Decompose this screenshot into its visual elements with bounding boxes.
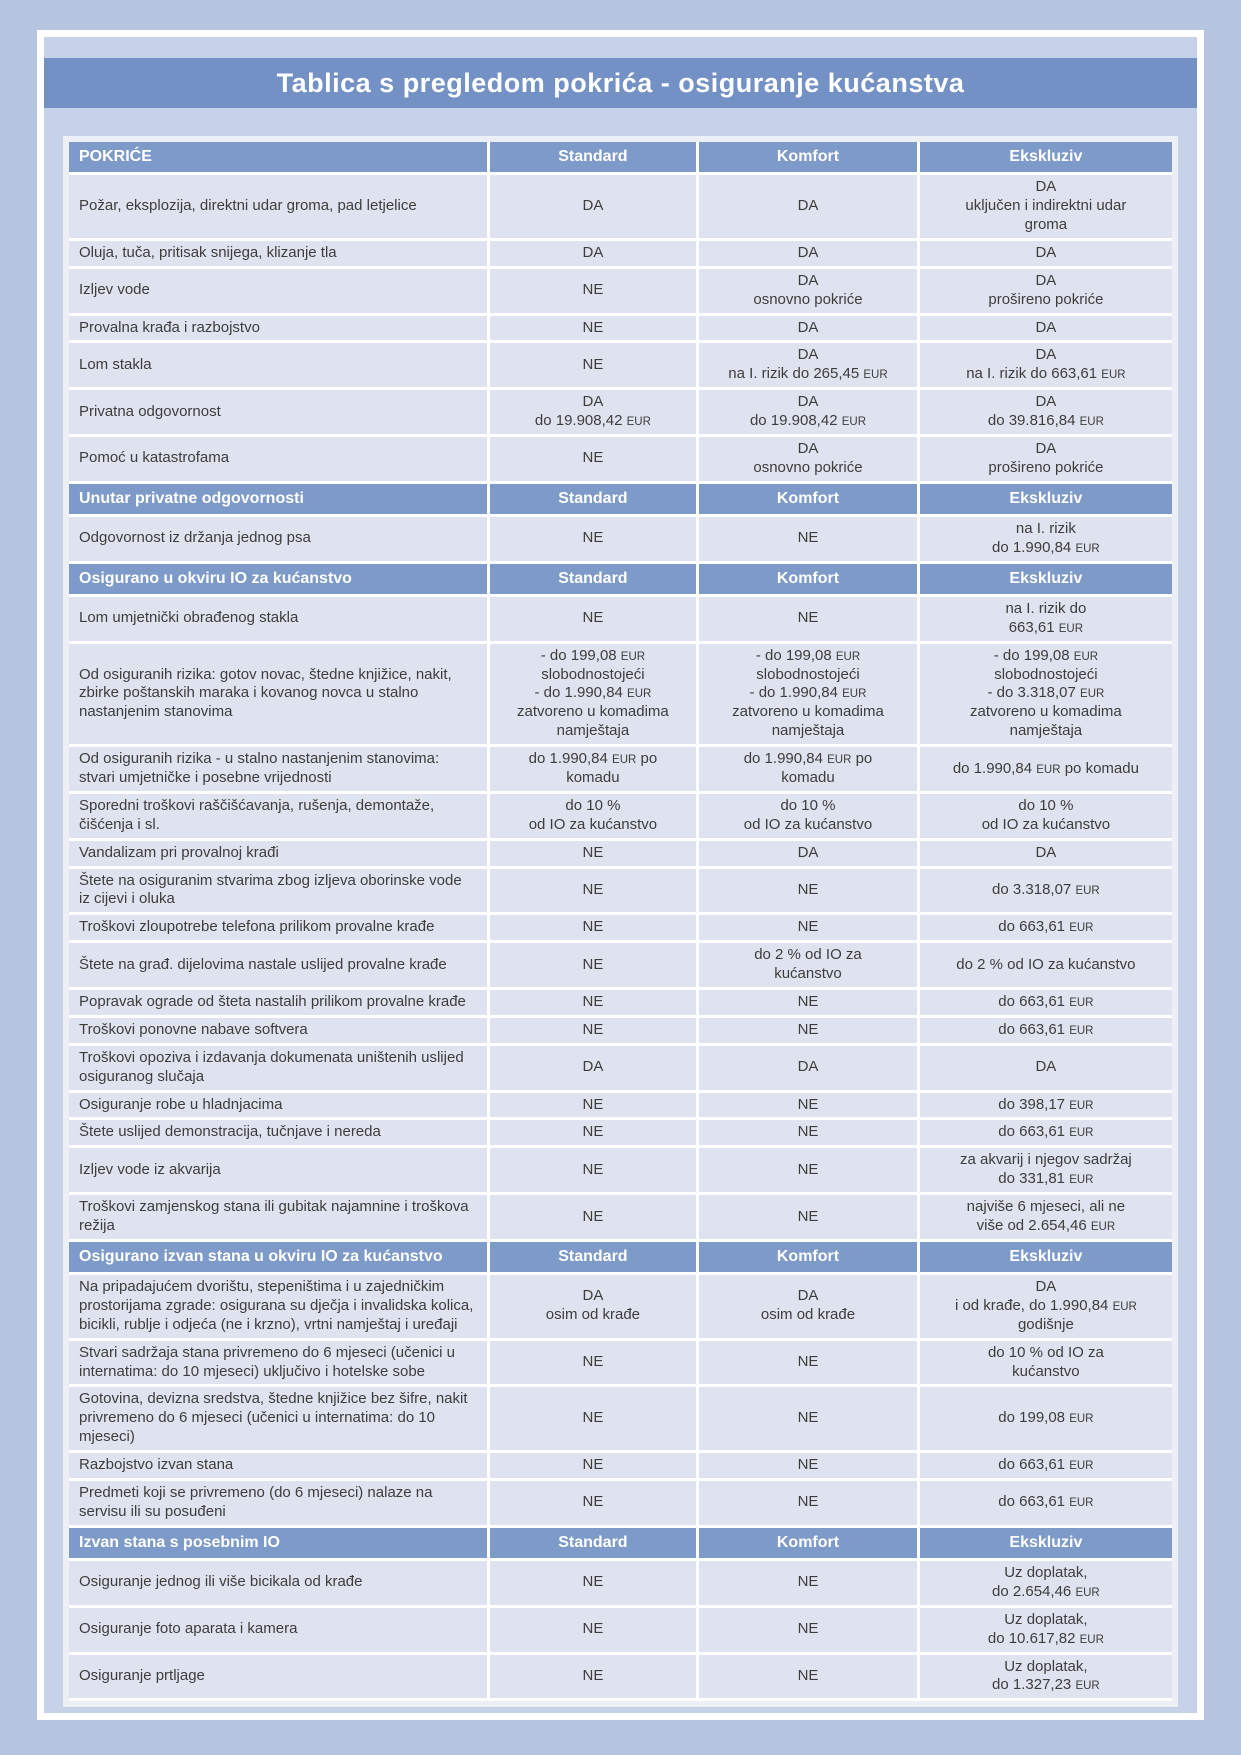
section-title-cell: Unutar privatne odgovornosti [69, 482, 488, 515]
coverage-value-cell: NE [488, 1653, 698, 1700]
coverage-label-cell: Izljev vode iz akvarija [69, 1147, 488, 1194]
coverage-value-cell: DA [488, 1044, 698, 1091]
coverage-label-cell: Štete na građ. dijelovima nastale uslijed provalne krađe [69, 942, 488, 989]
coverage-table [69, 142, 1172, 1701]
coverage-label-cell: Štete uslijed demonstracija, tučnjave i nereda [69, 1119, 488, 1147]
coverage-value-cell: DA prošireno pokriće [918, 267, 1172, 314]
table-row [69, 1480, 1172, 1527]
coverage-value-cell: do 2 % od IO za kućanstvo [698, 942, 919, 989]
coverage-value-cell: DA osnovno pokriće [698, 435, 919, 482]
coverage-value-cell: NE [698, 1653, 919, 1700]
coverage-value-cell: do 199,08 EUR [918, 1386, 1172, 1452]
section-header-row [69, 482, 1172, 515]
coverage-value-cell: DA [918, 314, 1172, 342]
coverage-value-cell: NE [488, 1559, 698, 1606]
coverage-value-cell: DA na I. rizik do 265,45 EUR [698, 342, 919, 389]
table-row [69, 839, 1172, 867]
coverage-value-cell: NE [488, 267, 698, 314]
coverage-value-cell: NE [698, 1606, 919, 1653]
section-header-row [69, 1240, 1172, 1273]
table-row [69, 1653, 1172, 1700]
coverage-value-cell: NE [698, 1559, 919, 1606]
table-row [69, 595, 1172, 642]
coverage-value-cell: NE [488, 435, 698, 482]
coverage-value-cell: NE [698, 515, 919, 562]
coverage-value-cell: do 663,61 EUR [918, 1016, 1172, 1044]
coverage-value-cell: NE [698, 1339, 919, 1386]
table-row [69, 515, 1172, 562]
plan-header-cell: Ekskluziv [918, 142, 1172, 174]
coverage-label-cell: Od osiguranih rizika: gotov novac, štedne knjižice, nakit, zbirke poštanskih maraka i kovanog novca u stalno nastanjenim stanovima [69, 642, 488, 745]
coverage-value-cell: DA [698, 174, 919, 240]
table-row [69, 267, 1172, 314]
coverage-value-cell: NE [488, 1480, 698, 1527]
plan-header-cell: Ekskluziv [918, 482, 1172, 515]
coverage-label-cell: Osiguranje robe u hladnjacima [69, 1091, 488, 1119]
coverage-value-cell: NE [488, 1016, 698, 1044]
document-panel [37, 30, 1204, 1720]
coverage-label-cell: Popravak ograde od šteta nastalih prilikom provalne krađe [69, 988, 488, 1016]
coverage-label-cell: Troškovi zloupotrebe telefona prilikom provalne krađe [69, 914, 488, 942]
table-row [69, 342, 1172, 389]
coverage-value-cell: NE [488, 314, 698, 342]
coverage-value-cell: NE [488, 342, 698, 389]
table-row [69, 1119, 1172, 1147]
coverage-label-cell: Stvari sadržaja stana privremeno do 6 mjeseci (učenici u internatima: do 10 mjeseci) uključivo i hotelske sobe [69, 1339, 488, 1386]
coverage-value-cell: do 10 % od IO za kućanstvo [918, 1339, 1172, 1386]
plan-header-cell: Ekskluziv [918, 562, 1172, 595]
coverage-label-cell: Osiguranje jednog ili više bicikala od krađe [69, 1559, 488, 1606]
section-header-row [69, 562, 1172, 595]
table-row [69, 942, 1172, 989]
table-row [69, 1559, 1172, 1606]
table-row [69, 389, 1172, 436]
coverage-value-cell: DA do 19.908,42 EUR [488, 389, 698, 436]
coverage-value-cell: DA [698, 1044, 919, 1091]
coverage-value-cell: do 1.990,84 EUR po komadu [698, 746, 919, 793]
table-row [69, 435, 1172, 482]
coverage-value-cell: NE [698, 1452, 919, 1480]
coverage-value-cell: DA do 39.816,84 EUR [918, 389, 1172, 436]
section-title-cell: Izvan stana s posebnim IO [69, 1526, 488, 1559]
coverage-label-cell: Troškovi opoziva i izdavanja dokumenata uništenih uslijed osiguranog slučaja [69, 1044, 488, 1091]
coverage-value-cell: NE [698, 988, 919, 1016]
plan-header-cell: Ekskluziv [918, 1526, 1172, 1559]
coverage-value-cell: NE [698, 914, 919, 942]
coverage-value-cell: DA i od krađe, do 1.990,84 EUR godišnje [918, 1274, 1172, 1340]
coverage-value-cell: NE [698, 1147, 919, 1194]
coverage-value-cell: DA [918, 839, 1172, 867]
coverage-label-cell: Gotovina, devizna sredstva, štedne knjižice bez šifre, nakit privremeno do 6 mjeseci (učenici u internatima: do 10 mjeseci) [69, 1386, 488, 1452]
coverage-value-cell: - do 199,08 EUR slobodnostojeći - do 1.990,84 EUR zatvoreno u komadima namještaja [488, 642, 698, 745]
table-row [69, 914, 1172, 942]
plan-header-cell: Komfort [698, 482, 919, 515]
coverage-value-cell: na I. rizik do 1.990,84 EUR [918, 515, 1172, 562]
plan-header-cell: Standard [488, 142, 698, 174]
plan-header-cell: Komfort [698, 1526, 919, 1559]
coverage-value-cell: do 1.990,84 EUR po komadu [488, 746, 698, 793]
coverage-label-cell: Oluja, tuča, pritisak snijega, klizanje tla [69, 239, 488, 267]
plan-header-cell: Komfort [698, 1240, 919, 1273]
coverage-value-cell: DA [698, 314, 919, 342]
coverage-label-cell: Provalna krađa i razbojstvo [69, 314, 488, 342]
coverage-value-cell: DA osim od krađe [698, 1274, 919, 1340]
coverage-label-cell: Troškovi ponovne nabave softvera [69, 1016, 488, 1044]
coverage-value-cell: DA prošireno pokriće [918, 435, 1172, 482]
plan-header-cell: Standard [488, 1526, 698, 1559]
coverage-label-cell: Lom umjetnički obrađenog stakla [69, 595, 488, 642]
coverage-value-cell: NE [488, 1339, 698, 1386]
coverage-value-cell: NE [488, 595, 698, 642]
coverage-value-cell: do 398,17 EUR [918, 1091, 1172, 1119]
coverage-value-cell: DA osnovno pokriće [698, 267, 919, 314]
coverage-value-cell: NE [488, 867, 698, 914]
table-row [69, 1452, 1172, 1480]
coverage-value-cell: NE [698, 1091, 919, 1119]
coverage-value-cell: do 3.318,07 EUR [918, 867, 1172, 914]
coverage-value-cell: do 663,61 EUR [918, 1480, 1172, 1527]
coverage-value-cell: do 10 % od IO za kućanstvo [698, 792, 919, 839]
section-title-cell: POKRIĆE [69, 142, 488, 174]
plan-header-cell: Ekskluziv [918, 1240, 1172, 1273]
table-row [69, 239, 1172, 267]
table-row [69, 1606, 1172, 1653]
coverage-value-cell: za akvarij i njegov sadržaj do 331,81 EUR [918, 1147, 1172, 1194]
coverage-value-cell: NE [698, 1016, 919, 1044]
coverage-value-cell: NE [488, 942, 698, 989]
coverage-value-cell: - do 199,08 EUR slobodnostojeći - do 1.990,84 EUR zatvoreno u komadima namještaja [698, 642, 919, 745]
coverage-value-cell: NE [698, 1119, 919, 1147]
coverage-label-cell: Odgovornost iz držanja jednog psa [69, 515, 488, 562]
coverage-value-cell: na I. rizik do 663,61 EUR [918, 595, 1172, 642]
coverage-value-cell: NE [698, 1480, 919, 1527]
table-row [69, 1147, 1172, 1194]
coverage-value-cell: - do 199,08 EUR slobodnostojeći - do 3.318,07 EUR zatvoreno u komadima namještaja [918, 642, 1172, 745]
coverage-value-cell: NE [488, 914, 698, 942]
coverage-label-cell: Sporedni troškovi raščišćavanja, rušenja, demontaže, čišćenja i sl. [69, 792, 488, 839]
table-row [69, 867, 1172, 914]
coverage-value-cell: NE [488, 1194, 698, 1241]
coverage-table-wrap [63, 136, 1178, 1707]
coverage-value-cell: DA [698, 239, 919, 267]
table-row [69, 174, 1172, 240]
coverage-value-cell: DA [488, 174, 698, 240]
coverage-label-cell: Privatna odgovornost [69, 389, 488, 436]
section-header-row [69, 1526, 1172, 1559]
coverage-table-body [69, 142, 1172, 1700]
table-row [69, 1339, 1172, 1386]
coverage-value-cell: NE [488, 1606, 698, 1653]
coverage-value-cell: DA do 19.908,42 EUR [698, 389, 919, 436]
table-row [69, 746, 1172, 793]
table-row [69, 642, 1172, 745]
coverage-label-cell: Razbojstvo izvan stana [69, 1452, 488, 1480]
coverage-value-cell: najviše 6 mjeseci, ali ne više od 2.654,46 EUR [918, 1194, 1172, 1241]
coverage-value-cell: NE [488, 1091, 698, 1119]
coverage-value-cell: Uz doplatak, do 10.617,82 EUR [918, 1606, 1172, 1653]
coverage-value-cell: DA uključen i indirektni udar groma [918, 174, 1172, 240]
coverage-value-cell: NE [488, 515, 698, 562]
plan-header-cell: Standard [488, 1240, 698, 1273]
coverage-value-cell: DA [488, 239, 698, 267]
coverage-label-cell: Vandalizam pri provalnoj krađi [69, 839, 488, 867]
coverage-value-cell: NE [698, 1386, 919, 1452]
coverage-value-cell: do 10 % od IO za kućanstvo [918, 792, 1172, 839]
plan-header-cell: Komfort [698, 142, 919, 174]
coverage-label-cell: Požar, eksplozija, direktni udar groma, pad letjelice [69, 174, 488, 240]
coverage-label-cell: Izljev vode [69, 267, 488, 314]
section-title-cell: Osigurano izvan stana u okviru IO za kućanstvo [69, 1240, 488, 1273]
coverage-value-cell: DA [698, 839, 919, 867]
coverage-label-cell: Lom stakla [69, 342, 488, 389]
table-row [69, 1274, 1172, 1340]
table-row [69, 1194, 1172, 1241]
coverage-value-cell: do 663,61 EUR [918, 1119, 1172, 1147]
plan-header-cell: Standard [488, 482, 698, 515]
page-title: Tablica s pregledom pokrića - osiguranje kućanstva [276, 67, 965, 98]
coverage-value-cell: NE [698, 1194, 919, 1241]
coverage-value-cell: Uz doplatak, do 1.327,23 EUR [918, 1653, 1172, 1700]
coverage-value-cell: do 663,61 EUR [918, 988, 1172, 1016]
coverage-value-cell: NE [488, 988, 698, 1016]
table-row [69, 1016, 1172, 1044]
coverage-value-cell: DA [918, 239, 1172, 267]
coverage-label-cell: Troškovi zamjenskog stana ili gubitak najamnine i troškova režija [69, 1194, 488, 1241]
coverage-value-cell: NE [488, 1386, 698, 1452]
table-row [69, 792, 1172, 839]
section-title-cell: Osigurano u okviru IO za kućanstvo [69, 562, 488, 595]
coverage-value-cell: do 663,61 EUR [918, 1452, 1172, 1480]
section-header-row [69, 142, 1172, 174]
coverage-label-cell: Pomoć u katastrofama [69, 435, 488, 482]
table-row [69, 314, 1172, 342]
coverage-label-cell: Osiguranje foto aparata i kamera [69, 1606, 488, 1653]
coverage-value-cell: NE [488, 1119, 698, 1147]
plan-header-cell: Komfort [698, 562, 919, 595]
coverage-label-cell: Predmeti koji se privremeno (do 6 mjeseci) nalaze na servisu ili su posuđeni [69, 1480, 488, 1527]
plan-header-cell: Standard [488, 562, 698, 595]
coverage-value-cell: Uz doplatak, do 2.654,46 EUR [918, 1559, 1172, 1606]
coverage-label-cell: Štete na osiguranim stvarima zbog izljeva oborinske vode iz cijevi i oluka [69, 867, 488, 914]
coverage-label-cell: Od osiguranih rizika - u stalno nastanjenim stanovima: stvari umjetničke i posebne vrijednosti [69, 746, 488, 793]
table-row [69, 1091, 1172, 1119]
table-row [69, 1044, 1172, 1091]
coverage-value-cell: DA [918, 1044, 1172, 1091]
coverage-value-cell: NE [488, 839, 698, 867]
coverage-value-cell: DA na I. rizik do 663,61 EUR [918, 342, 1172, 389]
coverage-label-cell: Osiguranje prtljage [69, 1653, 488, 1700]
coverage-value-cell: NE [698, 595, 919, 642]
coverage-value-cell: do 2 % od IO za kućanstvo [918, 942, 1172, 989]
coverage-value-cell: do 1.990,84 EUR po komadu [918, 746, 1172, 793]
title-band [44, 58, 1197, 108]
coverage-value-cell: NE [488, 1452, 698, 1480]
coverage-value-cell: NE [488, 1147, 698, 1194]
coverage-label-cell: Na pripadajućem dvorištu, stepeništima i u zajedničkim prostorijama zgrade: osigurana su dječja i invalidska kolica, bicikli, rublje i odjeća (ne i krzno), vrtni namještaj i uređaji [69, 1274, 488, 1340]
coverage-value-cell: do 10 % od IO za kućanstvo [488, 792, 698, 839]
table-row [69, 988, 1172, 1016]
table-row [69, 1386, 1172, 1452]
coverage-value-cell: DA osim od krađe [488, 1274, 698, 1340]
coverage-value-cell: do 663,61 EUR [918, 914, 1172, 942]
coverage-value-cell: NE [698, 867, 919, 914]
